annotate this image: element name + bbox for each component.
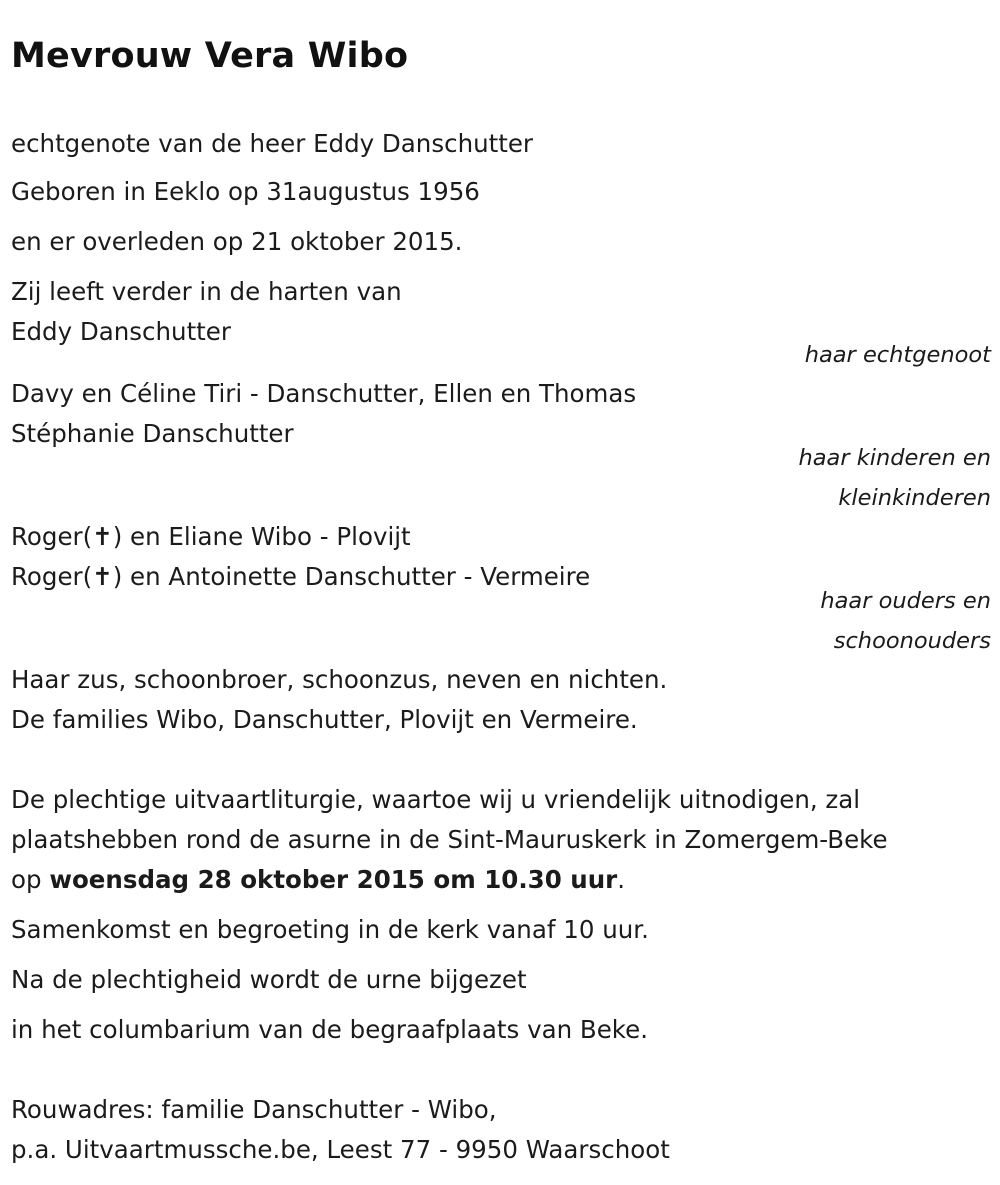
- ceremony-date: woensdag 28 oktober 2015 om 10.30 uur: [49, 865, 618, 894]
- children-names-line: Davy en Céline Tiri - Danschutter, Ellen en Thomas: [11, 379, 637, 408]
- date-prefix: op: [11, 865, 50, 894]
- parents-names-line: Roger(✝) en Antoinette Danschutter - Vermeire: [11, 562, 591, 591]
- families-line: De families Wibo, Danschutter, Plovijt en Vermeire.: [11, 705, 638, 734]
- role-line: haar ouders en: [820, 588, 991, 614]
- ceremony-date-line: [11, 864, 625, 896]
- role-line: kleinkinderen: [838, 485, 991, 511]
- mourning-address-line: Rouwadres: familie Danschutter - Wibo,: [11, 1095, 497, 1124]
- columbarium-line: in het columbarium van de begraafplaats van Beke.: [11, 1015, 648, 1044]
- birth-line: Geboren in Eeklo op 31augustus 1956: [11, 177, 480, 206]
- spouse-line: echtgenote van de heer Eddy Danschutter: [11, 129, 533, 158]
- children-names-line: Stéphanie Danschutter: [11, 419, 294, 448]
- parents-names-line: Roger(✝) en Eliane Wibo - Plovijt: [11, 522, 411, 551]
- spouse-name: Eddy Danschutter: [11, 317, 231, 346]
- role-line: schoonouders: [833, 628, 991, 654]
- role-line: haar kinderen en: [798, 445, 991, 471]
- ceremony-line: De plechtige uitvaartliturgie, waartoe wij u vriendelijk uitnodigen, zal: [11, 785, 861, 814]
- mourning-address-line: p.a. Uitvaartmussche.be, Leest 77 - 9950 Waarschoot: [11, 1135, 670, 1164]
- parents-role-label: [820, 581, 991, 661]
- spouse-role-label: [805, 335, 991, 375]
- relatives-line: Haar zus, schoonbroer, schoonzus, neven en nichten.: [11, 665, 668, 694]
- death-line: en er overleden op 21 oktober 2015.: [11, 227, 463, 256]
- gathering-line: Samenkomst en begroeting in de kerk vanaf 10 uur.: [11, 915, 649, 944]
- lives-on-line: Zij leeft verder in de harten van: [11, 277, 402, 306]
- date-suffix: .: [617, 865, 626, 894]
- deceased-name-title: Mevrouw Vera Wibo: [11, 36, 409, 76]
- children-role-label: [798, 438, 991, 518]
- ceremony-line: plaatshebben rond de asurne in de Sint-Mauruskerk in Zomergem-Beke: [11, 825, 888, 854]
- interment-line: Na de plechtigheid wordt de urne bijgezet: [11, 965, 527, 994]
- role-line: haar echtgenoot: [804, 342, 991, 368]
